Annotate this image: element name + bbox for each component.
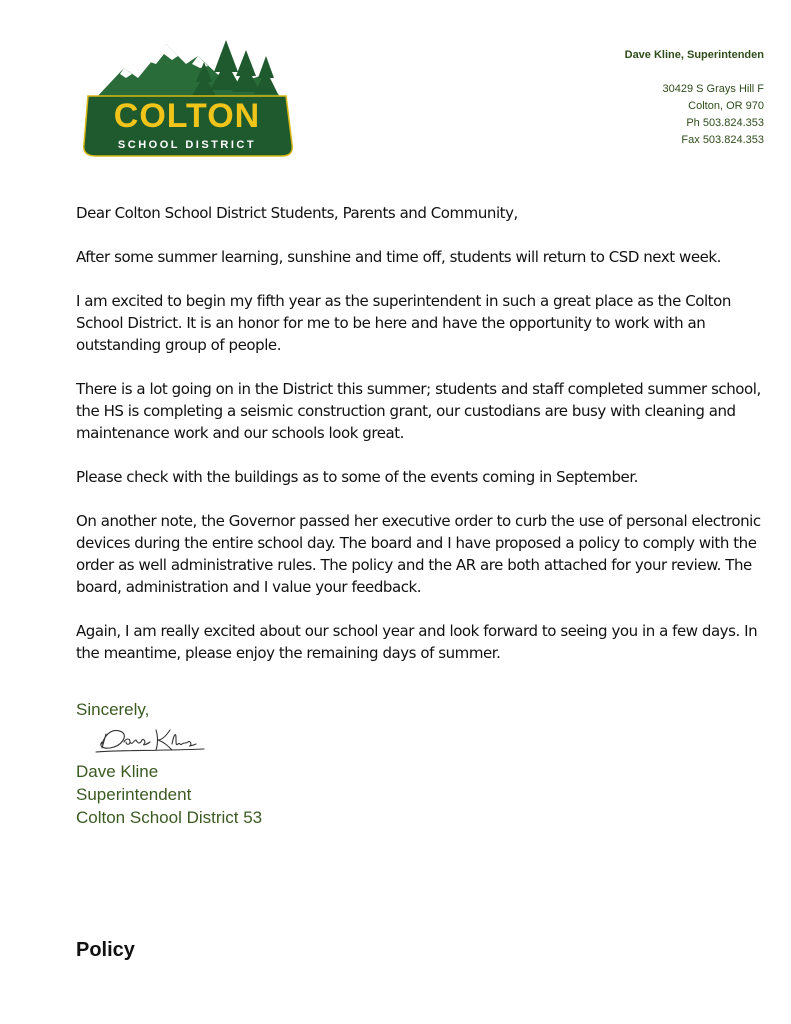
signer-title: Superintendent <box>76 785 192 804</box>
paragraph-5: On another note, the Governor passed her executive order to curb the use of personal electronic devices during the entire school day. The board and I have proposed a policy to comply with the order as well administrative rules. The policy and the AR are both attached for your review. The board, administration and I value your feedback. <box>76 512 761 596</box>
sender-info <box>544 47 764 149</box>
signer-name: Dave Kline <box>76 762 159 781</box>
sender-address-line1: 30429 S Grays Hill F <box>662 83 764 95</box>
closing: Sincerely, <box>76 700 150 719</box>
paragraph-6: Again, I am really excited about our school year and look forward to seeing you in a few days. In the meantime, please enjoy the remaining days of summer. <box>76 622 758 662</box>
handwritten-signature <box>92 722 212 754</box>
signer-block <box>76 760 262 829</box>
logo-tagline: SCHOOL DISTRICT <box>117 139 257 151</box>
sender-address-line2: Colton, OR 970 <box>688 100 764 112</box>
logo-wordmark: COLTON <box>113 97 261 135</box>
sender-name: Dave Kline, Superintenden <box>624 49 764 61</box>
signer-organization: Colton School District 53 <box>76 808 263 827</box>
paragraph-3: There is a lot going on in the District this summer; students and staff completed summer school, the HS is completing a seismic construction grant, our custodians are busy with cleaning and maintenance work and our schools look great. <box>76 380 761 442</box>
policy-heading: Policy <box>76 939 135 961</box>
paragraph-2: I am excited to begin my fifth year as the superintendent in such a great place as the Colton School District. It is an honor for me to be here and have the opportunity to work with an outstanding group of people. <box>76 292 731 354</box>
paragraph-1: After some summer learning, sunshine and time off, students will return to CSD next week. <box>76 248 721 266</box>
paragraph-4: Please check with the buildings as to some of the events coming in September. <box>76 468 638 486</box>
colton-school-district-logo <box>80 38 294 160</box>
salutation: Dear Colton School District Students, Parents and Community, <box>76 204 518 222</box>
sender-fax: Fax 503.824.353 <box>681 134 764 146</box>
letter-body <box>76 202 766 686</box>
sender-phone: Ph 503.824.353 <box>686 117 764 129</box>
